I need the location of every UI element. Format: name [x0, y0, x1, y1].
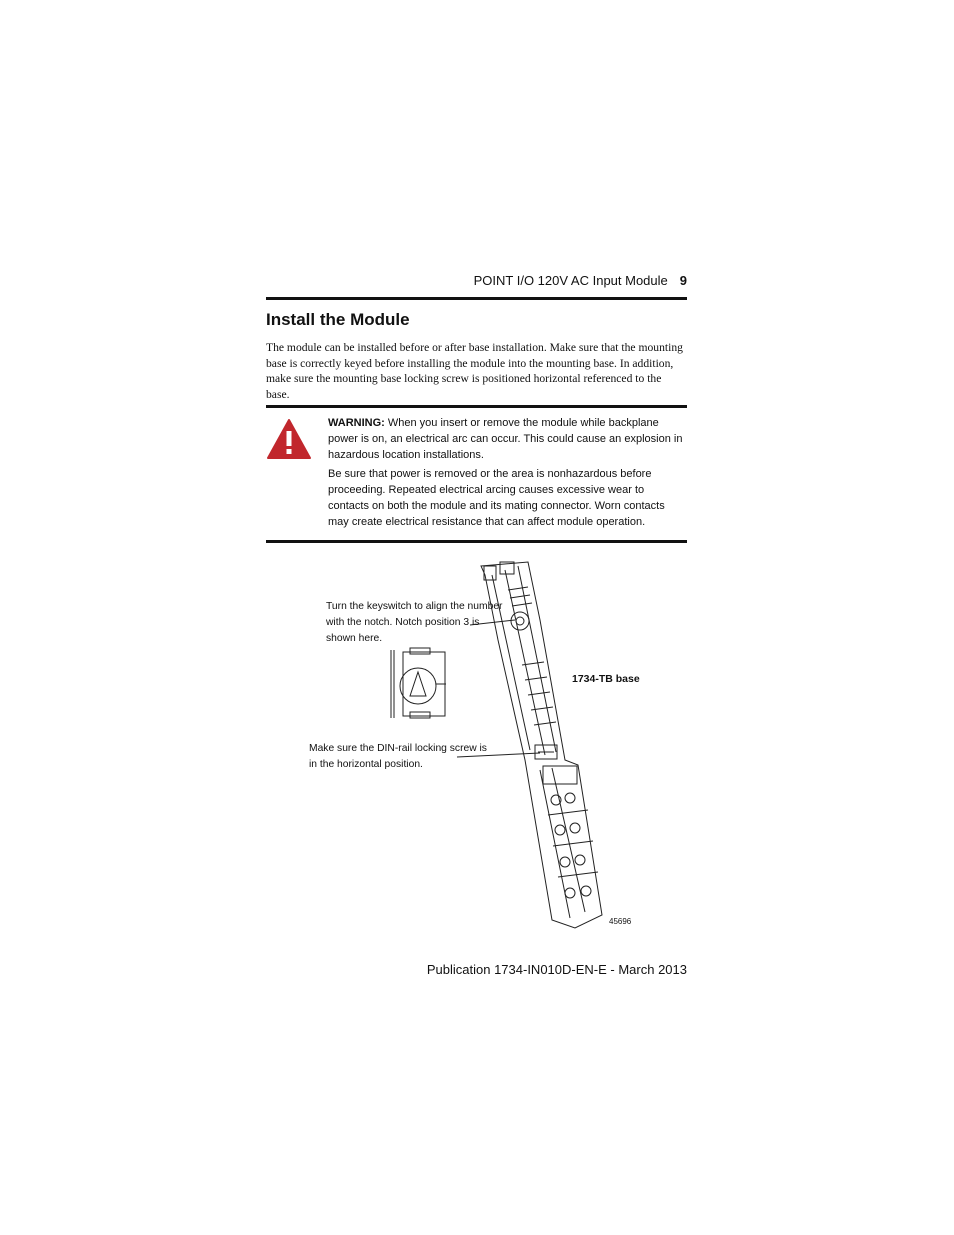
- base-label: 1734-TB base: [572, 673, 640, 685]
- warning-text-2: Be sure that power is removed or the area is nonhazardous before proceeding. Repeated electrical arcing causes excessive wear to contacts on both the module and its mating connector. Worn contacts may create electrical resistance that can affect module operation.: [328, 468, 665, 528]
- header-title: POINT I/O 120V AC Input Module: [473, 273, 668, 288]
- keyswitch-callout: Turn the keyswitch to align the number with the notch. Notch position 3 is shown here.: [326, 601, 503, 644]
- section-title: Install the Module: [266, 310, 410, 329]
- figure-number: 45696: [609, 917, 632, 926]
- warning-text-1: When you insert or remove the module while backplane power is on, an electrical arc can occur. This could cause an explosion in hazardous location installations.: [328, 417, 683, 461]
- section-body: The module can be installed before or after base installation. Make sure that the mounting base is correctly keyed before installing the module into the mounting base. In addition, make sure the mounting base locking screw is positioned horizontal referenced to the base.: [266, 341, 683, 401]
- running-header: [266, 273, 687, 293]
- warning-paragraph-1: [328, 415, 688, 463]
- header-rule: [266, 297, 687, 300]
- din-rail-screw-callout: Make sure the DIN-rail locking screw is in the horizontal position.: [309, 743, 487, 770]
- page-number: 9: [679, 273, 687, 288]
- warning-top-rule: [266, 405, 687, 408]
- warning-block: [328, 415, 688, 533]
- warning-bottom-rule: [266, 540, 687, 543]
- publication-footer: Publication 1734-IN010D-EN-E - March 2013: [426, 962, 687, 977]
- warning-label: WARNING:: [328, 417, 385, 429]
- warning-triangle-icon: [266, 418, 312, 460]
